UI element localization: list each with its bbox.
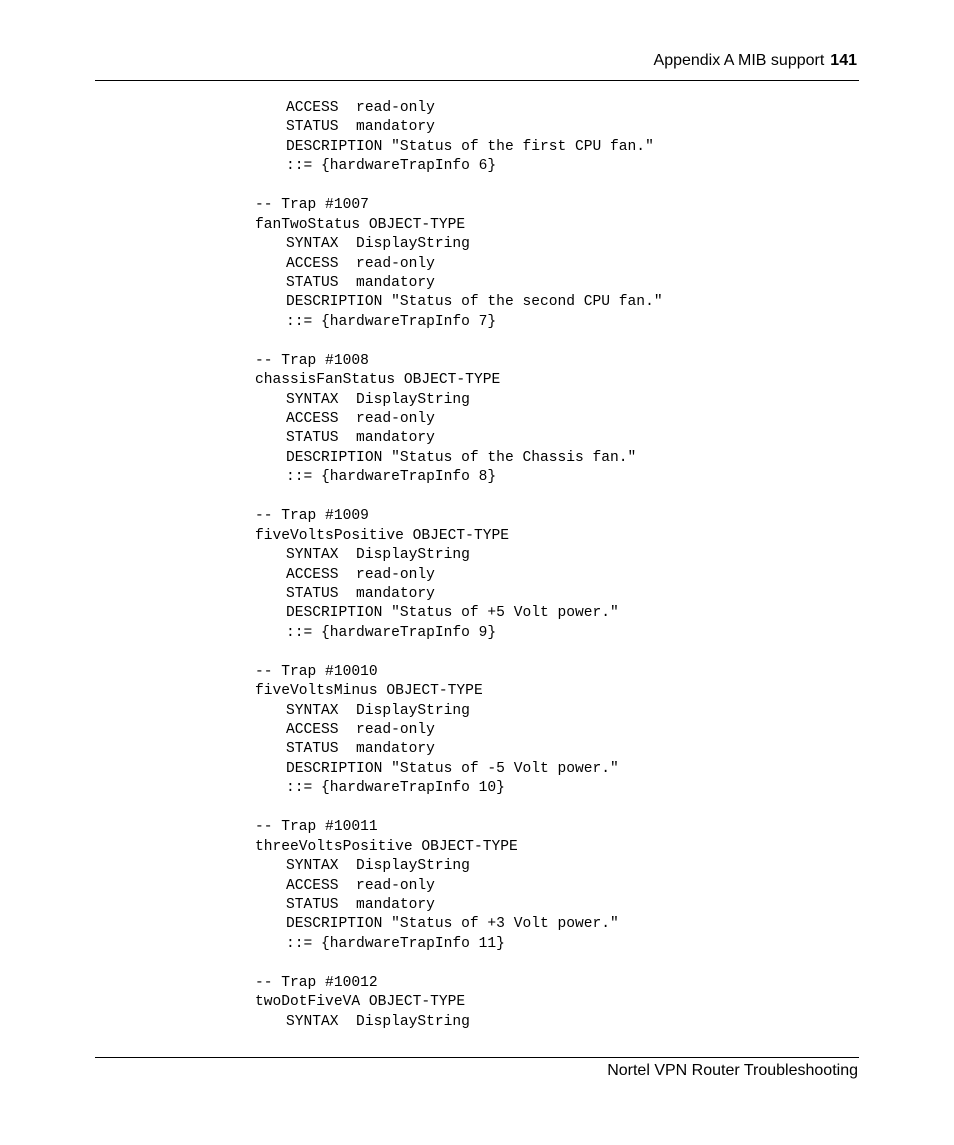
code-line: -- Trap #10011 <box>255 819 378 836</box>
code-line: fiveVoltsPositive OBJECT-TYPE <box>255 527 509 544</box>
code-line: DESCRIPTION "Status of +5 Volt power." <box>286 605 619 622</box>
code-line: DESCRIPTION "Status of the Chassis fan." <box>286 449 637 466</box>
code-line: ::= {hardwareTrapInfo 10} <box>286 780 505 797</box>
code-line: SYNTAX DisplayString <box>286 547 470 564</box>
code-line: ACCESS read-only <box>286 566 435 583</box>
code-line: -- Trap #1009 <box>255 508 369 525</box>
code-line: STATUS mandatory <box>286 585 435 602</box>
code-line: SYNTAX DisplayString <box>286 1013 470 1030</box>
code-line: -- Trap #1008 <box>255 352 369 369</box>
code-line: STATUS mandatory <box>286 896 435 913</box>
header-section: Appendix A MIB support <box>653 52 825 69</box>
code-line: fiveVoltsMinus OBJECT-TYPE <box>255 683 483 700</box>
code-line: ACCESS read-only <box>286 722 435 738</box>
code-line <box>255 799 663 818</box>
code-line: SYNTAX DisplayString <box>286 236 470 253</box>
code-line <box>255 954 663 973</box>
code-line: fanTwoStatus OBJECT-TYPE <box>255 216 466 233</box>
page-number: 141 <box>830 52 857 69</box>
code-line: -- Trap #1007 <box>255 197 369 214</box>
code-line: -- Trap #10010 <box>255 663 378 680</box>
code-line: ::= {hardwareTrapInfo 11} <box>286 935 505 952</box>
code-line: STATUS mandatory <box>286 430 435 447</box>
code-line: SYNTAX DisplayString <box>286 702 470 719</box>
code-line: chassisFanStatus OBJECT-TYPE <box>255 372 501 389</box>
code-line: SYNTAX DisplayString <box>286 391 470 408</box>
code-line: ::= {hardwareTrapInfo 6} <box>286 158 497 175</box>
code-line: ::= {hardwareTrapInfo 9} <box>286 624 497 641</box>
code-line: -- Trap #10012 <box>255 974 378 991</box>
mib-code-block <box>255 99 663 1032</box>
code-line: DESCRIPTION "Status of -5 Volt power." <box>286 760 619 777</box>
code-line: ::= {hardwareTrapInfo 7} <box>286 313 497 330</box>
page-footer <box>95 1057 859 1079</box>
footer-title: Nortel VPN Router Troubleshooting <box>607 1062 858 1079</box>
code-line: ACCESS read-only <box>286 877 435 894</box>
code-line: ACCESS read-only <box>286 411 435 427</box>
header-text <box>654 52 857 70</box>
code-line: DESCRIPTION "Status of the first CPU fan." <box>286 138 654 155</box>
code-line: DESCRIPTION "Status of the second CPU fan." <box>286 294 663 311</box>
code-line: twoDotFiveVA OBJECT-TYPE <box>255 994 466 1011</box>
code-line: DESCRIPTION "Status of +3 Volt power." <box>286 916 619 933</box>
page-header <box>95 50 859 81</box>
code-line <box>255 488 663 507</box>
code-line: ACCESS read-only <box>286 255 435 272</box>
code-line: threeVoltsPositive OBJECT-TYPE <box>255 838 518 855</box>
code-line: STATUS mandatory <box>286 741 435 758</box>
code-line <box>255 643 663 662</box>
code-line: SYNTAX DisplayString <box>286 858 470 875</box>
code-line <box>255 177 663 196</box>
code-line: ACCESS read-only <box>286 100 435 116</box>
code-line: STATUS mandatory <box>286 119 435 136</box>
code-line: ::= {hardwareTrapInfo 8} <box>286 469 497 486</box>
code-line <box>255 332 663 351</box>
code-line: STATUS mandatory <box>286 274 435 291</box>
